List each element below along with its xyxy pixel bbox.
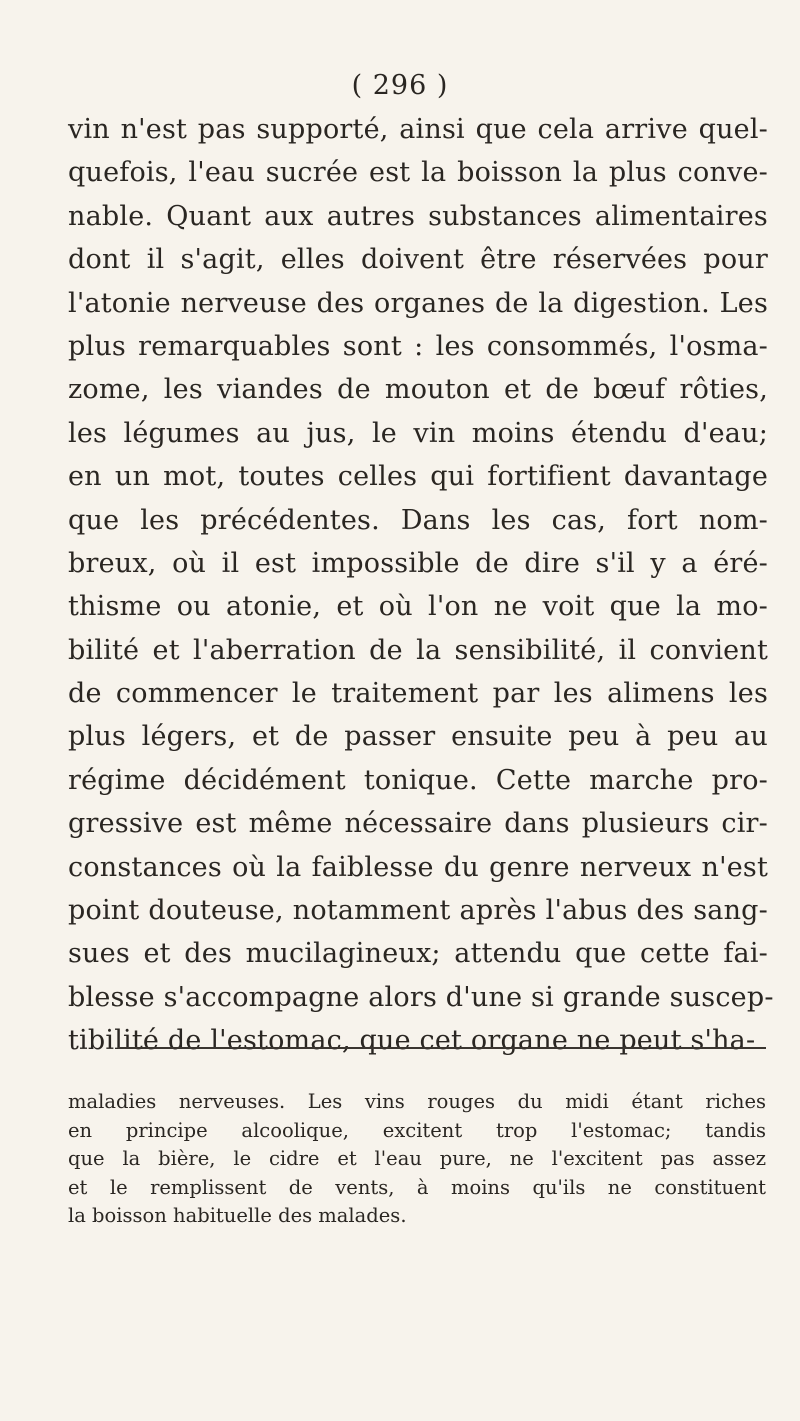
body-line: plus remarquables sont : les consommés, l'osma- <box>68 330 768 362</box>
body-line: sues et des mucilagineux; attendu que cette fai- <box>68 938 768 970</box>
body-line: vin n'est pas supporté, ainsi que cela arrive quel- <box>68 114 768 145</box>
body-line: de commencer le traitement par les alimens les <box>68 678 768 710</box>
body-line: tibilité de l'estomac, que cet organe ne peut s'ha- <box>68 1025 756 1057</box>
footnote-line: maladies nerveuses. Les vins rouges du midi étant riches <box>68 1090 766 1113</box>
body-line: en un mot, toutes celles qui fortifient davantage <box>68 461 768 493</box>
footnote-separator <box>118 1047 766 1049</box>
body-line: régime décidément tonique. Cette marche pro- <box>68 764 768 796</box>
footnote-line: la boisson habituelle des malades. <box>68 1204 407 1228</box>
footnote-line: que la bière, le cidre et l'eau pure, ne l'excitent pas assez <box>68 1147 766 1171</box>
body-text <box>68 108 774 1063</box>
body-line: dont il s'agit, elles doivent être réservées pour <box>68 244 768 276</box>
body-line: gressive est même nécessaire dans plusieurs cir- <box>68 808 768 840</box>
body-line: point douteuse, notamment après l'abus des sang- <box>68 895 768 927</box>
body-line: bilité et l'aberration de la sensibilité, il convient <box>68 634 768 666</box>
body-line: thisme ou atonie, et où l'on ne voit que la mo- <box>68 591 768 623</box>
body-line: constances où la faiblesse du genre nerveux n'est <box>68 851 768 883</box>
body-line: plus légers, et de passer ensuite peu à peu au <box>68 721 768 753</box>
footnote <box>68 1088 766 1231</box>
body-line: quefois, l'eau sucrée est la boisson la plus conve- <box>68 157 768 189</box>
body-line: blesse s'accompagne alors d'une si grande suscep- <box>68 981 774 1013</box>
footnote-line: en principe alcoolique, excitent trop l'estomac; tandis <box>68 1118 766 1142</box>
body-line: l'atonie nerveuse des organes de la digestion. Les <box>68 287 768 319</box>
body-line: les légumes au jus, le vin moins étendu d'eau; <box>68 417 768 449</box>
body-line: nable. Quant aux autres substances alimentaires <box>68 200 768 232</box>
body-line: zome, les viandes de mouton et de bœuf rôties, <box>68 374 768 406</box>
footnote-line: et le remplissent de vents, à moins qu'ils ne constituent <box>68 1175 766 1199</box>
body-line: que les précédentes. Dans les cas, fort nom- <box>68 504 768 536</box>
body-line: breux, où il est impossible de dire s'il y a éré- <box>68 547 768 579</box>
page-number: ( 296 ) <box>351 70 449 101</box>
